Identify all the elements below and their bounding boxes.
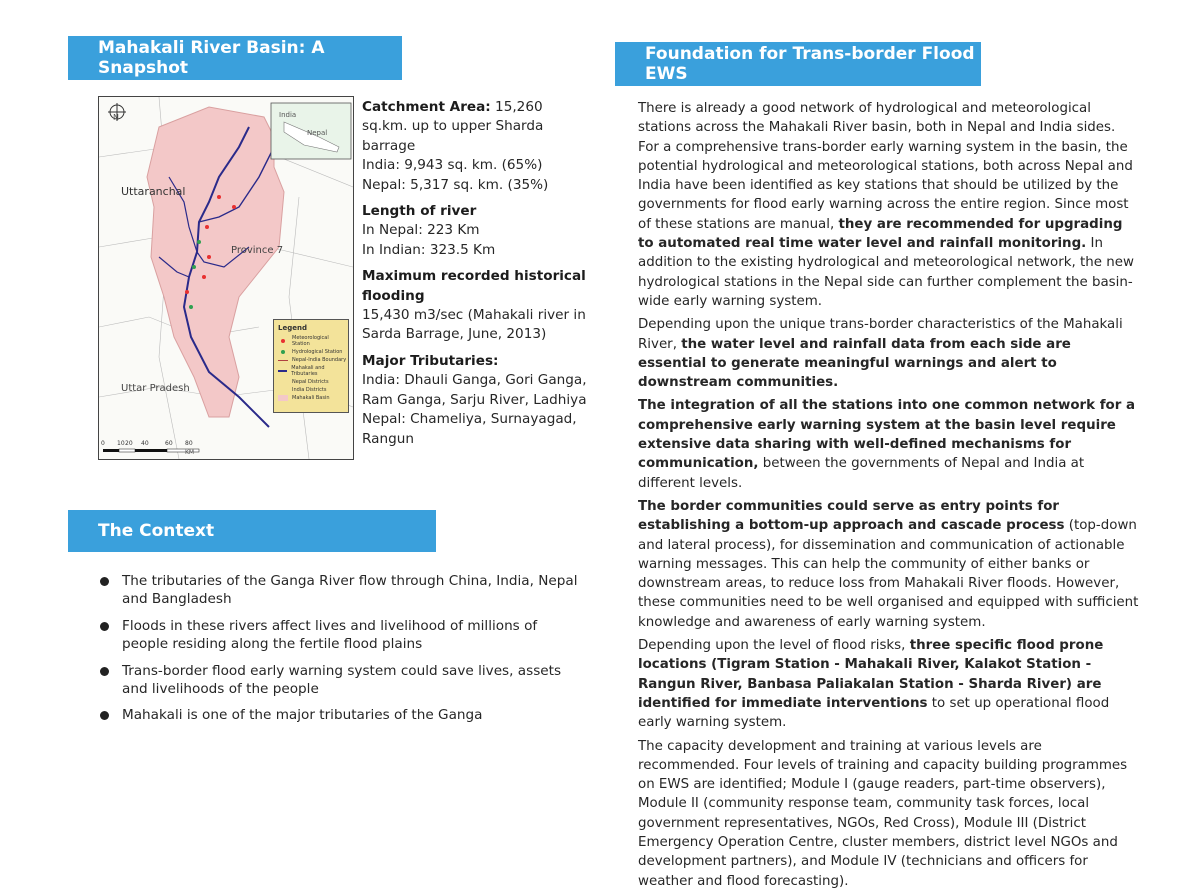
catchment-label: Catchment Area:	[362, 99, 491, 115]
foundation-title: Foundation for Trans-border Flood EWS	[645, 44, 975, 84]
scale-tick: 80	[185, 440, 193, 447]
legend-item: Mahakali Basin	[292, 395, 330, 401]
catchment-india: India: 9,943 sq. km. (65%)	[362, 157, 543, 174]
basin-map	[98, 96, 354, 460]
list-item-text: Trans-border flood early warning system could save lives, assets and livelihoods of the people	[122, 662, 562, 698]
scale-tick: 40	[141, 440, 149, 447]
catchment-block	[362, 98, 592, 195]
flood-block	[362, 267, 592, 345]
list-item-text: The tributaries of the Ganga River flow through China, India, Nepal and Bangladesh	[122, 573, 578, 608]
legend-item: Hydrological Station	[292, 349, 343, 355]
flood-value: 15,430 m3/sec (Mahakali river in Sarda Barrage, June, 2013)	[362, 307, 586, 343]
inset-india-label: India	[279, 111, 297, 119]
catchment-value: 15,260 sq.km. up to upper Sharda barrage	[362, 99, 544, 154]
length-label: Length of river	[362, 203, 477, 220]
map-legend	[273, 319, 349, 413]
foundation-paragraph-2	[638, 315, 1140, 392]
foundation-body	[638, 99, 1140, 895]
foundation-paragraph-3	[638, 396, 1140, 492]
legend-item: Meteorological Station	[292, 335, 329, 347]
text-run-bold: The border communities could serve as entry points for establishing a bottom-up approach and cascade process	[638, 498, 1065, 534]
snapshot-heading	[68, 36, 402, 80]
bullet-icon	[100, 577, 109, 586]
scale-ticks	[101, 440, 195, 447]
context-list	[100, 572, 580, 733]
scale-tick: 10	[117, 440, 125, 447]
scale-tick: 20	[125, 440, 133, 447]
foundation-paragraph-6: The capacity development and training at various levels are recommended. Four levels of training and capacity building programmes on EWS are identified; Module I (gauge readers, part-time observers), Module II (community response team, community task forces, local government representatives, NGOs, Red Cross), Module III (District Emergency Operation Centre, cluster members, district level NGOs and development partners), and Module IV (technicians and officers for weather and flood forecasting).	[638, 738, 1128, 889]
text-run-bold: three specific flood prone locations (Tigram Station - Mahakali River, Kalakot Station - Rangun River, Banbasa Paliakalan Station - Sharda River) are identified for immediate interventions	[638, 638, 1104, 711]
text-run-bold: the water level and rainfall data from each side are essential to generate meaningful warnings and alert to downstream communities.	[638, 336, 1071, 391]
legend-item: Mahakali and Tributaries	[291, 365, 325, 377]
province7-label: Province 7	[231, 245, 284, 256]
flood-label: Maximum recorded historical flooding	[362, 268, 586, 304]
list-item	[100, 706, 580, 724]
scale-unit: KM	[185, 449, 195, 456]
legend-item: India Districts	[292, 387, 327, 393]
text-run: There is already a good network of hydrological and meteorological stations across the Mahakali River basin, both in Nepal and India sides. For a comprehensive trans-border early warning system in the basin, the potential hydrological and meteorological stations, both across Nepal and India have been identified as key stations that should be utilized by the governments for flood early warning across the entire region. Since most of these stations are manual,	[638, 101, 1133, 232]
scale-tick: 60	[165, 440, 173, 447]
context-title: The Context	[98, 521, 215, 541]
snapshot-title: Mahakali River Basin: A Snapshot	[98, 38, 325, 78]
context-heading	[68, 510, 436, 552]
text-run: between the governments of Nepal and India at different levels.	[638, 456, 1085, 491]
basin-area	[147, 107, 284, 417]
list-item	[100, 572, 580, 609]
text-run: Depending upon the level of flood risks,	[638, 638, 910, 654]
foundation-heading	[615, 42, 981, 86]
foundation-paragraph-5	[638, 636, 1140, 732]
uttar-pradesh-label: Uttar Pradesh	[121, 383, 190, 394]
scale-tick: 0	[101, 440, 105, 447]
list-item	[100, 617, 580, 654]
uttaranchal-label: Uttaranchal	[121, 185, 186, 198]
bullet-icon	[100, 622, 109, 631]
list-item	[100, 662, 580, 699]
list-item-text: Floods in these rivers affect lives and livelihood of millions of people residing along the fertile flood plains	[122, 617, 538, 653]
length-nepal: In Nepal: 223 Km	[362, 222, 480, 239]
text-run: (top-down and lateral process), for dissemination and communication of actionable warning messages. This can help the community of either banks or downstream areas, to reduce loss from Mahakali River floods. However, these communities need to be well organised and equipped with sufficient knowledge and awareness of early warning system.	[638, 518, 1139, 630]
tributaries-nepal: Nepal: Chameliya, Surnayagad, Rangun	[362, 411, 577, 447]
tributaries-block	[362, 352, 592, 449]
text-run: In addition to the existing hydrological and meteorological network, the new hydrological stations in the Nepal side can further complement the basin-wide early warning system.	[638, 236, 1134, 309]
legend-title: Legend	[278, 324, 307, 332]
foundation-paragraph-1	[638, 99, 1140, 311]
length-india: In Indian: 323.5 Km	[362, 241, 496, 258]
text-run: Depending upon the unique trans-border characteristics of the Mahakali River,	[638, 317, 1123, 352]
text-run-bold: The integration of all the stations into one common network for a comprehensive early warning system at the basin level require extensive data sharing with well-defined mechanisms for communication,	[638, 398, 1136, 472]
text-run-bold: they are recommended for upgrading to automated real time water level and rainfall monitoring.	[638, 216, 1123, 252]
legend-item: Nepal-India Boundary	[292, 357, 347, 363]
north-label: N	[113, 113, 119, 122]
snapshot-facts	[362, 98, 592, 456]
foundation-paragraph-4	[638, 497, 1140, 632]
length-block	[362, 202, 592, 260]
tributaries-india: India: Dhauli Ganga, Gori Ganga, Ram Ganga, Sarju River, Ladhiya	[362, 372, 587, 408]
legend-item: Nepal Districts	[292, 379, 329, 385]
bullet-icon	[100, 667, 109, 676]
list-item-text: Mahakali is one of the major tributaries of the Ganga	[122, 707, 483, 724]
inset-nepal-label: Nepal	[307, 129, 328, 137]
text-run: to set up operational flood early warning system.	[638, 695, 1110, 731]
catchment-nepal: Nepal: 5,317 sq. km. (35%)	[362, 176, 549, 193]
bullet-icon	[100, 711, 109, 720]
tributaries-label: Major Tributaries:	[362, 352, 499, 369]
